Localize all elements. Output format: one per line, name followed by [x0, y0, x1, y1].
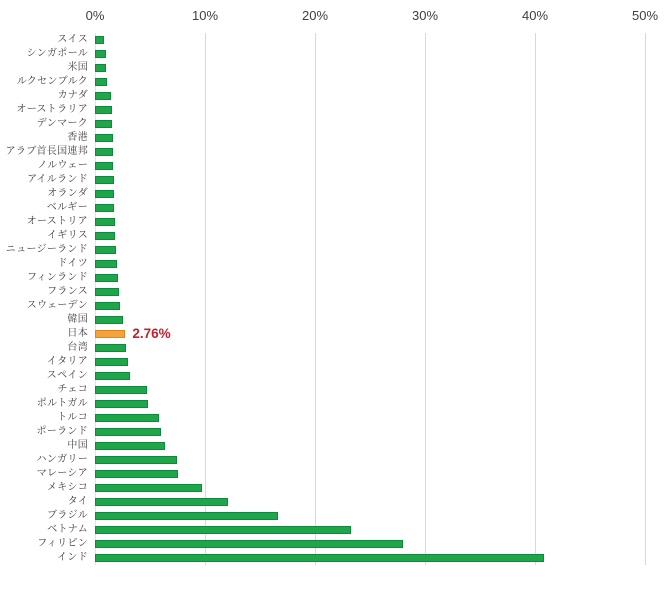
bar: [95, 134, 113, 142]
category-label: メキシコ: [46, 482, 88, 493]
category-label: フランス: [47, 286, 88, 297]
bar: [95, 512, 278, 520]
category-label: 台湾: [67, 342, 88, 353]
bar-row: [95, 243, 645, 257]
bar-row: [95, 355, 645, 369]
category-label: タイ: [67, 496, 88, 507]
bar: [95, 92, 111, 100]
category-label: カナダ: [57, 90, 88, 101]
bar-row: [95, 313, 645, 327]
category-label: イタリア: [46, 356, 88, 367]
category-label: インド: [57, 552, 88, 563]
bar-row: [95, 159, 645, 173]
category-label: チェコ: [57, 384, 88, 395]
highlighted-bar: [95, 330, 125, 338]
bar: [95, 218, 115, 226]
bar: [95, 288, 119, 296]
category-axis: [0, 33, 88, 565]
bar: [95, 344, 126, 352]
bar-row: [95, 537, 645, 551]
bar: [95, 498, 228, 506]
category-label: シンガポール: [26, 48, 88, 59]
bar-row: [95, 481, 645, 495]
bar: [95, 190, 114, 198]
category-label: ノルウェー: [37, 160, 88, 171]
bar-row: [95, 271, 645, 285]
bar: [95, 78, 107, 86]
bar-row: [95, 369, 645, 383]
highlight-value-label: 2.76%: [132, 326, 171, 341]
bar-row: [95, 495, 645, 509]
bar: [95, 260, 117, 268]
bar: [95, 442, 165, 450]
bar-row: [95, 33, 645, 47]
category-label: スウェーデン: [26, 300, 88, 311]
bar-row: [95, 509, 645, 523]
category-label: ドイツ: [57, 258, 88, 269]
bar: [95, 302, 120, 310]
category-label: ハンガリー: [36, 454, 88, 465]
bar: [95, 36, 104, 44]
bar: [95, 176, 114, 184]
bar-row: [95, 117, 645, 131]
x-tick-label: 40%: [521, 8, 549, 23]
category-label: ポーランド: [36, 426, 88, 437]
category-label: 韓国: [67, 314, 88, 325]
bar-row: [95, 257, 645, 271]
category-label: 米国: [67, 62, 88, 73]
bar-rows: [95, 33, 645, 565]
bar: [95, 120, 112, 128]
bar: [95, 456, 177, 464]
bar: [95, 484, 202, 492]
bar-row: [95, 103, 645, 117]
bar-row: [95, 551, 645, 565]
category-label: 香港: [67, 132, 88, 143]
bar: [95, 246, 116, 254]
bar-row: [95, 215, 645, 229]
bar: [95, 372, 130, 380]
bar-row: [95, 453, 645, 467]
category-label: 中国: [67, 440, 88, 451]
bar-row: [95, 439, 645, 453]
bar-row: [95, 299, 645, 313]
bar-row: [95, 327, 645, 341]
category-label: ニュージーランド: [5, 244, 88, 255]
bar: [95, 554, 544, 562]
plot-area: [95, 33, 645, 565]
category-label: デンマーク: [36, 118, 88, 129]
bar: [95, 162, 113, 170]
bar: [95, 540, 403, 548]
category-label: オーストラリア: [16, 104, 88, 115]
x-axis: [0, 5, 665, 27]
x-tick-label: 20%: [301, 8, 329, 23]
bar: [95, 232, 115, 240]
category-label: ベトナム: [47, 524, 88, 535]
x-tick-label: 50%: [631, 8, 659, 23]
bar-row: [95, 145, 645, 159]
bar-row: [95, 201, 645, 215]
category-label: アラブ首長国連邦: [5, 146, 88, 157]
bar: [95, 526, 351, 534]
gridline: [645, 33, 646, 565]
bar-row: [95, 131, 645, 145]
bar: [95, 50, 106, 58]
bar-row: [95, 383, 645, 397]
bar: [95, 204, 114, 212]
category-label: アイルランド: [27, 174, 88, 185]
bar-row: [95, 467, 645, 481]
category-label: マレーシア: [36, 468, 88, 479]
category-label: ポルトガル: [36, 398, 88, 409]
bar: [95, 274, 118, 282]
bar-row: [95, 523, 645, 537]
category-label: オーストリア: [26, 216, 88, 227]
bar-row: [95, 89, 645, 103]
bar-row: [95, 411, 645, 425]
x-tick-label: 0%: [85, 8, 105, 23]
category-label: 日本: [67, 328, 88, 339]
x-tick-label: 30%: [411, 8, 439, 23]
category-label: スペイン: [46, 370, 88, 381]
x-tick-label: 10%: [191, 8, 219, 23]
bar-row: [95, 341, 645, 355]
bar: [95, 358, 128, 366]
bar: [95, 106, 112, 114]
bar: [95, 148, 113, 156]
category-label: オランダ: [47, 188, 88, 199]
bar-row: [95, 425, 645, 439]
category-label: トルコ: [57, 412, 88, 423]
bar-row: [95, 285, 645, 299]
bar: [95, 64, 106, 72]
bar-row: [95, 75, 645, 89]
bar: [95, 470, 178, 478]
category-label: イギリス: [47, 230, 88, 241]
category-label: フィリピン: [37, 538, 88, 549]
bar-row: [95, 397, 645, 411]
bar-row: [95, 173, 645, 187]
bar: [95, 386, 147, 394]
bar-row: [95, 61, 645, 75]
category-label: ベルギー: [46, 202, 88, 213]
bar: [95, 400, 148, 408]
category-label: ルクセンブルク: [16, 76, 88, 87]
bar: [95, 414, 159, 422]
bar-row: [95, 187, 645, 201]
bar: [95, 428, 161, 436]
bar: [95, 316, 123, 324]
bar-row: [95, 47, 645, 61]
category-label: スイス: [57, 34, 88, 45]
category-label: ブラジル: [47, 510, 88, 521]
category-label: フィンランド: [27, 272, 88, 283]
bar-row: [95, 229, 645, 243]
